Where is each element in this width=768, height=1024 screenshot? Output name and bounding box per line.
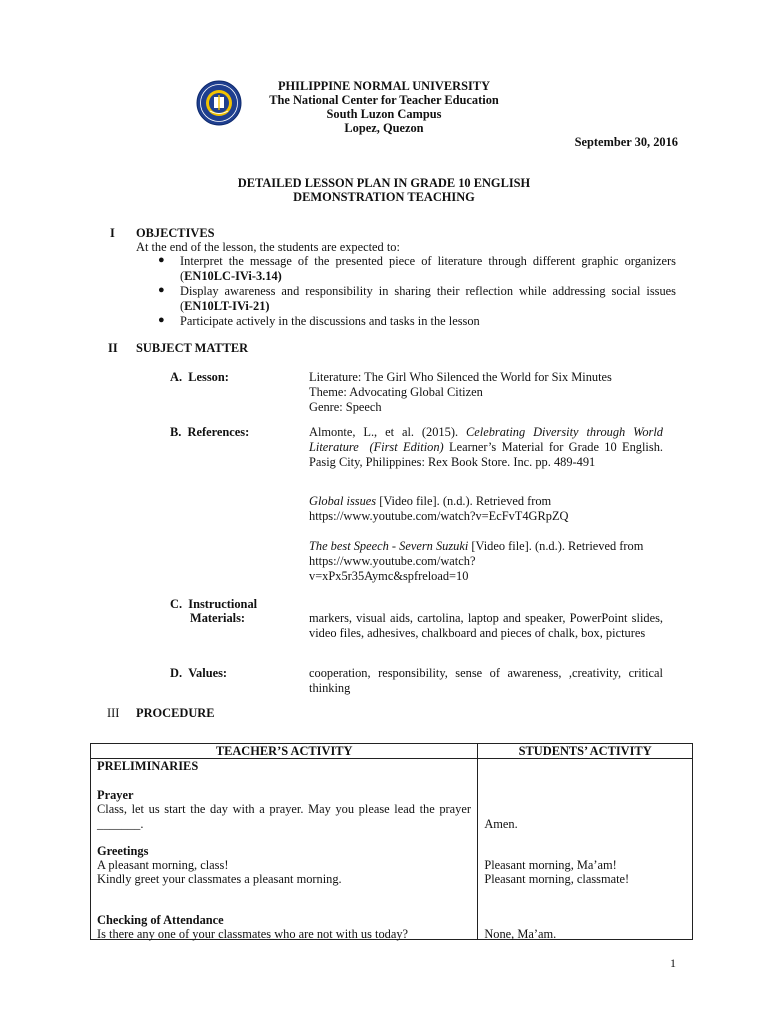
- prayer-response: Amen.: [484, 817, 518, 831]
- materials-label: C. Instructional: [170, 597, 258, 611]
- lesson-label: A. Lesson:: [170, 370, 229, 384]
- procedure-table: [90, 743, 693, 940]
- page-number: 1: [670, 956, 676, 970]
- reference-url: https://www.youtube.com/watch?v=EcFvT4GRpZQ: [309, 509, 569, 523]
- objective-item: ● Participate actively in the discussions and tasks in the lesson: [158, 314, 480, 328]
- references-label: B. References:: [170, 425, 250, 439]
- section-numeral-subject-matter: II: [108, 341, 118, 355]
- attendance-text: Is there any one of your classmates who are not with us today?: [97, 927, 409, 941]
- prayer-text: Class, let us start the day with a prayer. May you please lead the prayer _______.: [97, 802, 471, 831]
- greetings-response: Pleasant morning, Ma’am!: [484, 858, 617, 872]
- bullet-icon: ●: [158, 254, 165, 266]
- values-list: cooperation, responsibility, sense of awareness, ,creativity, critical thinking: [309, 666, 663, 695]
- values-label: D. Values:: [170, 666, 228, 680]
- section-heading-objectives: OBJECTIVES: [136, 226, 215, 240]
- lesson-literature: Literature: The Girl Who Silenced the World for Six Minutes: [309, 370, 612, 384]
- greetings-line: Kindly greet your classmates a pleasant morning.: [97, 872, 342, 886]
- objectives-intro: At the end of the lesson, the students are expected to:: [136, 240, 400, 254]
- campus-name: South Luzon Campus: [326, 107, 442, 121]
- section-heading-procedure: PROCEDURE: [136, 706, 215, 720]
- attendance-heading: Checking of Attendance: [97, 913, 224, 927]
- greetings-line: A pleasant morning, class!: [97, 858, 229, 872]
- preliminaries-heading: PRELIMINARIES: [97, 759, 199, 773]
- table-header-row: [91, 744, 693, 759]
- section-numeral-procedure: III: [107, 706, 120, 720]
- university-tagline: The National Center for Teacher Education: [269, 93, 499, 107]
- table-row: [91, 759, 693, 940]
- bullet-icon: ●: [158, 314, 165, 326]
- reference-url: v=xPx5r35Aymc&spfreload=10: [309, 569, 469, 583]
- university-name: PHILIPPINE NORMAL UNIVERSITY: [277, 79, 491, 93]
- reference-entry-2: Global issues [Video file]. (n.d.). Retrieved from https://www.youtube.com/watch?v=EcFvT4GRpZQ: [309, 494, 663, 524]
- objective-item: ● Display awareness and responsibility in sharing their reflection while addressing social issues (EN10LT-IVi-21): [158, 284, 676, 313]
- objective-item: ● Interpret the message of the presented piece of literature through different graphic organizers (EN10LC-IVi-3.14): [158, 254, 676, 283]
- section-numeral-objectives: I: [110, 226, 115, 240]
- teacher-activity-cell: [91, 759, 478, 940]
- prayer-heading: Prayer: [97, 788, 134, 802]
- section-heading-subject-matter: SUBJECT MATTER: [136, 341, 249, 355]
- document-subtitle: DEMONSTRATION TEACHING: [293, 190, 475, 204]
- bullet-icon: ●: [158, 284, 165, 296]
- document-date: September 30, 2016: [574, 135, 678, 149]
- materials-list: markers, visual aids, cartolina, laptop and speaker, PowerPoint slides, video files, adhesives, chalkboard and pieces of chalk, box, pictures: [309, 611, 663, 640]
- reference-entry-1: Almonte, L., et al. (2015). Celebrating Diversity through World Literature (First Edition) Learner’s Material for Grade 10 English. Pasig City, Philippines: Rex Book Store. Inc. pp. 489-491: [309, 425, 663, 469]
- reference-entry-3: The best Speech - Severn Suzuki [Video file]. (n.d.). Retrieved from https://www.youtube.com/watch? v=xPx5r35Aymc&spfreload=10: [309, 539, 663, 584]
- campus-location: Lopez, Quezon: [344, 121, 424, 135]
- students-activity-cell: [478, 759, 693, 940]
- document-title: DETAILED LESSON PLAN IN GRADE 10 ENGLISH: [237, 176, 531, 190]
- lesson-details: [309, 370, 663, 415]
- attendance-response: None, Ma’am.: [484, 927, 557, 941]
- lesson-genre: Genre: Speech: [309, 400, 382, 414]
- column-header-students: STUDENTS’ ACTIVITY: [478, 744, 693, 759]
- greetings-response: Pleasant morning, classmate!: [484, 872, 630, 886]
- lesson-theme: Theme: Advocating Global Citizen: [309, 385, 483, 399]
- greetings-heading: Greetings: [97, 844, 149, 858]
- materials-label-cont: Materials:: [190, 611, 246, 625]
- column-header-teacher: TEACHER’S ACTIVITY: [91, 744, 478, 759]
